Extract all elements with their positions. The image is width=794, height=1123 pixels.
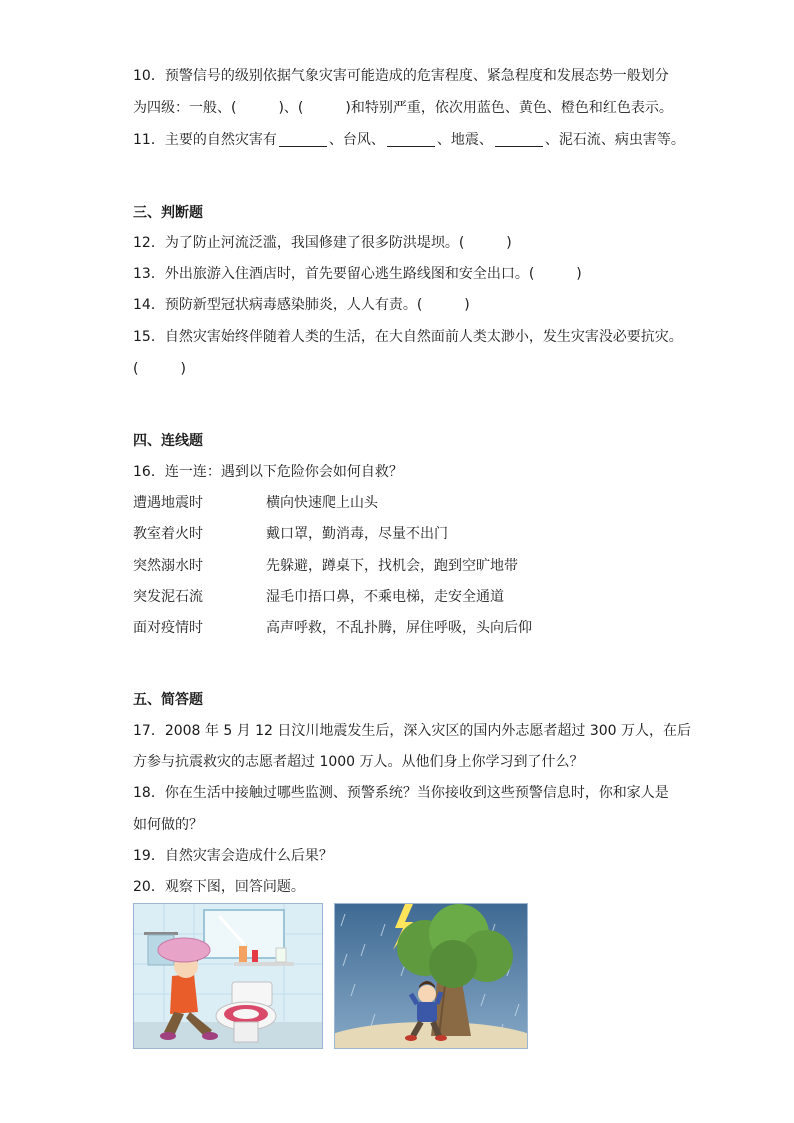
q11 (133, 130, 685, 150)
match-left-1[interactable]: 遭遇地震时 (133, 495, 203, 511)
q10-line1: 10．预警信号的级别依据气象灾害可能造成的危害程度、紧急程度和发展态势一般划分 (133, 68, 669, 84)
bathroom-illustration (133, 903, 323, 1049)
q20: 20．观察下图，回答问题。 (133, 879, 305, 895)
section-4-title: 四、连线题 (133, 433, 203, 449)
q16: 16．连一连：遇到以下危险你会如何自救？ (133, 464, 403, 480)
match-right-2[interactable]: 戴口罩，勤消毒，尽量不出门 (266, 526, 448, 542)
q19: 19．自然灾害会造成什么后果？ (133, 848, 333, 864)
match-right-5[interactable]: 高声呼救，不乱扑腾，屏住呼吸，头向后仰 (266, 620, 532, 636)
match-left-2[interactable]: 教室着火时 (133, 526, 203, 542)
match-right-4[interactable]: 湿毛巾捂口鼻，不乘电梯，走安全通道 (266, 589, 504, 605)
q15-line2: ( ) (133, 361, 186, 377)
q13: 13．外出旅游入住酒店时，首先要留心逃生路线图和安全出口。( ) (133, 266, 582, 282)
q11-mid2: 、地震、 (436, 132, 493, 148)
q17-line1: 17．2008 年 5 月 12 日汶川地震发生后，深入灾区的国内外志愿者超过 300 万人，在后 (133, 723, 692, 739)
q12: 12．为了防止河流泛滥，我国修建了很多防洪堤坝。( ) (133, 235, 512, 251)
lightning-tree-illustration (334, 903, 528, 1049)
q15-line1: 15．自然灾害始终伴随着人类的生活，在大自然面前人类太渺小，发生灾害没必要抗灾。 (133, 329, 683, 345)
match-right-3[interactable]: 先躲避，蹲桌下，找机会，跑到空旷地带 (266, 558, 518, 574)
section-3-title: 三、判断题 (133, 205, 203, 221)
q10-line2: 为四级：一般、( )、( )和特别严重，依次用蓝色、黄色、橙色和红色表示。 (133, 100, 673, 116)
q11-blank-2[interactable] (387, 132, 435, 147)
match-left-3[interactable]: 突然溺水时 (133, 558, 203, 574)
q11-suffix: 、泥石流、病虫害等。 (544, 132, 685, 148)
q18-line1: 18．你在生活中接触过哪些监测、预警系统？当你接收到这些预警信息时，你和家人是 (133, 785, 669, 801)
q17-line2: 方参与抗震救灾的志愿者超过 1000 万人。从他们身上你学习到了什么？ (133, 754, 584, 770)
match-right-1[interactable]: 横向快速爬上山头 (266, 495, 378, 511)
q11-mid1: 、台风、 (328, 132, 385, 148)
q14: 14．预防新型冠状病毒感染肺炎，人人有责。( ) (133, 297, 470, 313)
q11-blank-1[interactable] (279, 132, 327, 147)
q18-line2: 如何做的？ (133, 817, 203, 833)
match-left-4[interactable]: 突发泥石流 (133, 589, 203, 605)
section-5-title: 五、简答题 (133, 692, 203, 708)
q11-blank-3[interactable] (495, 132, 543, 147)
match-left-5[interactable]: 面对疫情时 (133, 620, 203, 636)
q11-prefix: 11．主要的自然灾害有 (133, 132, 277, 148)
